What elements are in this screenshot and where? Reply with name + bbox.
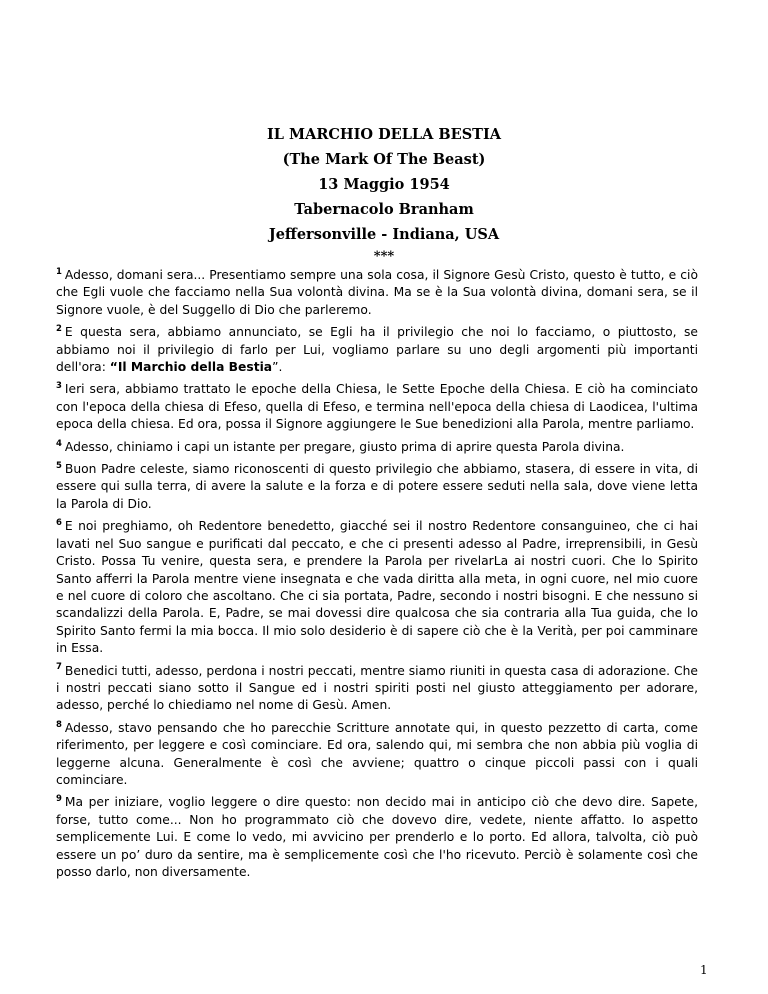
paragraph-text: E noi preghiamo, oh Redentore benedetto, giacché sei il nostro Redentore consanguineo, che ci hai lavati nel Suo sangue e purificati dal peccato, e che ci presenti adesso al Padre, irreprensibili, in Gesù Cristo. Possa Tu venire, questa sera, e prendere la Parola per rivelarLa ai nostri cuori. Che lo Spirito Santo afferri la Parola mentre viene insegnata e che vada diritta alla meta, in ogni cuore, nel mio cuore e nel cuore di coloro che ascoltano. Che ci sia portata, Padre, secondo i nostri bisogni. E che nessuno si scandalizzi della Parola. E, Padre, se mai dovessi dire qualcosa che sia contraria alla Tua guida, che lo Spirito Santo fermi la mia bocca. Il mio solo desiderio è di sapere ciò che è la Verità, per poi camminare in Essa. <box>56 519 698 656</box>
header-separator: *** <box>373 249 395 264</box>
page-number: 1 <box>700 963 708 977</box>
paragraph-3 <box>56 381 698 433</box>
paragraph-text: Buon Padre celeste, siamo riconoscenti di questo privilegio che abbiamo, stasera, di essere in vita, di essere qui sulla terra, di avere la salute e la forza e di potere essere seduti nella sala, dove viene letta la Parola di Dio. <box>56 462 698 511</box>
paragraph-text: Ma per iniziare, voglio leggere o dire questo: non decido mai in anticipo ciò che devo dire. Sapete, forse, tutto come... Non ho programmato ciò che dovevo dire, vedete, niente affatto. Io aspetto semplicemente Lui. E come lo vedo, mi avvicino per prenderlo e lo porto. Ed allora, talvolta, ciò può essere un po’ duro da sentire, ma è semplicemente così che l'ho ricevuto. Perciò è solamente così che posso darlo, non diversamente. <box>56 795 698 879</box>
paragraph-6 <box>56 518 698 657</box>
paragraph-number: 2 <box>56 324 62 335</box>
paragraph-number: 6 <box>56 518 62 529</box>
paragraph-text: Ieri sera, abbiamo trattato le epoche della Chiesa, le Sette Epoche della Chiesa. E ciò ha cominciato con l'epoca della chiesa di Efeso, quella di Efeso, e termina nell'epoca della chiesa di Laodicea, l'ultima epoca della chiesa. Ed ora, possa il Signore aggiungere le Sue benedizioni alla Parola, mentre parliamo. <box>56 382 698 432</box>
paragraph-text: E questa sera, abbiamo annunciato, se Egli ha il privilegio che noi lo facciamo, o piuttosto, se abbiamo noi il privilegio di farlo per Lui, vogliamo parlare su uno degli argomenti più importanti dell'ora: <box>56 325 698 375</box>
sermon-date: 13 Maggio 1954 <box>318 176 450 193</box>
paragraph-text: Adesso, stavo pensando che ho parecchie Scritture annotate qui, in questo pezzetto di carta, come riferimento, per leggere e così cominciare. Ed ora, salendo qui, mi sembra che non abbia più voglia di leggerne alcuna. Generalmente è così che avviene; quattro o cinque piccoli passi con i quali cominciare. <box>56 720 698 787</box>
paragraph-text: Adesso, domani sera... Presentiamo sempre una sola cosa, il Signore Gesù Cristo, questo è tutto, e ciò che Egli vuole che facciamo nella Sua volontà divina. Ma se è la Sua volontà divina, domani sera, se il Signore vuole, è del Suggello di Dio che parleremo. <box>56 268 698 317</box>
paragraph-number: 9 <box>56 794 62 805</box>
sermon-title: IL MARCHIO DELLA BESTIA <box>267 126 501 143</box>
paragraph-9 <box>56 794 698 881</box>
paragraph-text: Adesso, chiniamo i capi un istante per pregare, giusto prima di aprire questa Parola divina. <box>64 439 625 454</box>
paragraph-1 <box>56 267 698 319</box>
sermon-place: Tabernacolo Branham <box>294 201 474 218</box>
paragraph-2 <box>56 324 698 376</box>
paragraph-text-end: ”. <box>272 360 283 375</box>
paragraph-number: 7 <box>56 662 62 673</box>
paragraph-number: 3 <box>56 381 62 392</box>
paragraph-number: 8 <box>56 719 62 730</box>
paragraph-8 <box>56 720 698 790</box>
paragraph-number: 4 <box>56 438 62 449</box>
paragraph-number: 1 <box>56 266 62 277</box>
sermon-city: Jeffersonville - Indiana, USA <box>268 226 500 243</box>
sermon-header <box>0 122 768 267</box>
paragraph-5 <box>56 461 698 513</box>
sermon-body <box>56 267 698 886</box>
sermon-subtitle: (The Mark Of The Beast) <box>282 151 486 168</box>
sermon-title-reference: “Il Marchio della Bestia <box>109 360 273 375</box>
paragraph-7 <box>56 663 698 715</box>
paragraph-text: Benedici tutti, adesso, perdona i nostri peccati, mentre siamo riuniti in questa casa di adorazione. Che i nostri peccati siano sotto il Sangue ed i nostri spiriti posti nel giusto atteggiamento per adorare, adesso, perché lo chiediamo nel nome di Gesù. Amen. <box>56 663 698 713</box>
paragraph-4 <box>56 439 698 456</box>
paragraph-number: 5 <box>56 460 62 471</box>
